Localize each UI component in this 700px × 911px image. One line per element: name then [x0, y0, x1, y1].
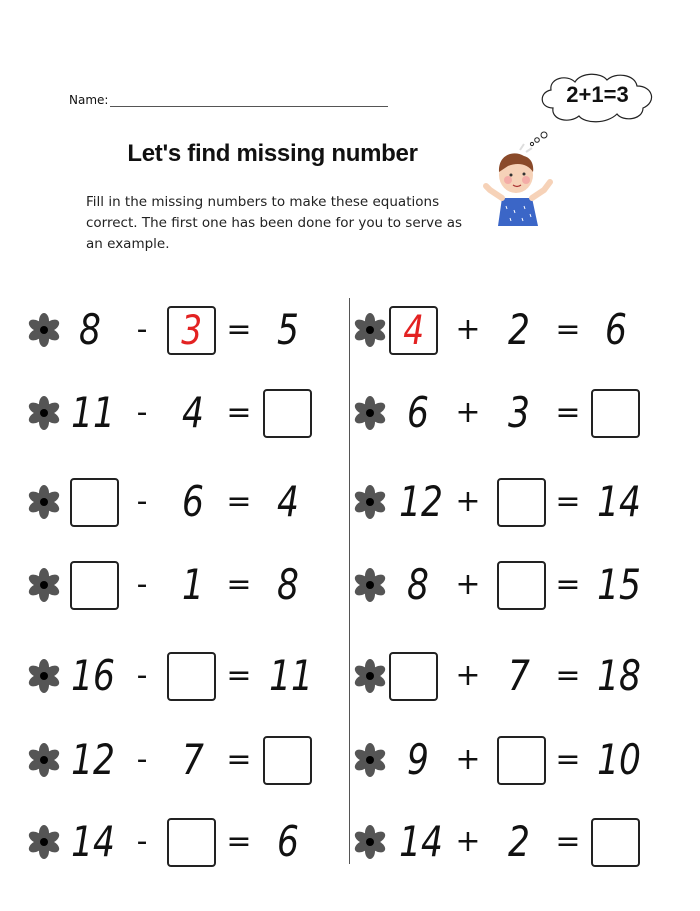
equation-number: 8 — [407, 560, 429, 609]
flower-bullet-icon — [353, 313, 387, 347]
equation-row — [353, 555, 683, 615]
flower-bullet-icon — [353, 825, 387, 859]
equation-row — [353, 300, 683, 360]
flower-bullet-icon — [27, 825, 61, 859]
equals-symbol: = — [226, 312, 252, 347]
equation-number: 4 — [277, 477, 299, 526]
answer-box[interactable] — [497, 478, 546, 527]
equals-symbol: = — [226, 567, 252, 602]
equation-number: 6 — [407, 388, 429, 437]
operator-symbol: + — [455, 395, 481, 430]
answer-box[interactable] — [167, 818, 216, 867]
equation-number: 11 — [71, 388, 115, 437]
equation-number: 14 — [71, 817, 115, 866]
equals-symbol: = — [555, 395, 581, 430]
equation-number: 3 — [508, 388, 530, 437]
answer-box[interactable] — [70, 561, 119, 610]
flower-bullet-icon — [27, 743, 61, 777]
operator-symbol: + — [455, 567, 481, 602]
name-field-row — [69, 93, 388, 107]
flower-bullet-icon — [27, 313, 61, 347]
flower-bullet-icon — [27, 568, 61, 602]
equation-row — [353, 383, 683, 443]
operator-symbol: - — [136, 742, 148, 777]
equation-number: 11 — [269, 651, 313, 700]
equation-row — [353, 812, 683, 872]
equation-number: 8 — [277, 560, 299, 609]
flower-bullet-icon — [27, 485, 61, 519]
operator-symbol: + — [455, 312, 481, 347]
equals-symbol: = — [555, 658, 581, 693]
flower-bullet-icon — [353, 743, 387, 777]
answer-box[interactable] — [263, 736, 312, 785]
equation-number: 7 — [182, 735, 204, 784]
name-input-line[interactable] — [110, 94, 388, 107]
answer-value: 4 — [403, 307, 424, 354]
flower-bullet-icon — [353, 568, 387, 602]
operator-symbol: + — [455, 484, 481, 519]
equation-row — [353, 472, 683, 532]
equals-symbol: = — [555, 312, 581, 347]
flower-bullet-icon — [353, 396, 387, 430]
answer-box[interactable] — [497, 736, 546, 785]
equation-number: 1 — [182, 560, 204, 609]
answer-box[interactable] — [389, 652, 438, 701]
answer-box[interactable] — [389, 306, 438, 355]
equals-symbol: = — [555, 484, 581, 519]
boy-illustration-icon — [478, 130, 568, 230]
answer-box[interactable] — [70, 478, 119, 527]
equation-number: 9 — [407, 735, 429, 784]
answer-box[interactable] — [591, 389, 640, 438]
operator-symbol: - — [136, 658, 148, 693]
operator-symbol: + — [455, 658, 481, 693]
flower-bullet-icon — [27, 659, 61, 693]
instructions-text: Fill in the missing numbers to make these equations correct. The first one has been done for you to serve as an example. — [86, 194, 463, 252]
equals-symbol: = — [226, 824, 252, 859]
equation-number: 14 — [399, 817, 443, 866]
answer-box[interactable] — [591, 818, 640, 867]
equation-number: 2 — [508, 817, 530, 866]
flower-bullet-icon — [27, 396, 61, 430]
operator-symbol: - — [136, 567, 148, 602]
answer-value: 3 — [181, 307, 202, 354]
operator-symbol: - — [136, 484, 148, 519]
equation-number: 18 — [597, 651, 641, 700]
equation-row — [27, 730, 357, 790]
equals-symbol: = — [555, 567, 581, 602]
equation-number: 12 — [71, 735, 115, 784]
equation-row — [27, 472, 357, 532]
equation-row — [27, 555, 357, 615]
thought-bubble-text: 2+1=3 — [566, 82, 629, 107]
name-label: Name: — [69, 93, 109, 107]
equals-symbol: = — [226, 395, 252, 430]
equation-row — [27, 646, 357, 706]
equals-symbol: = — [226, 484, 252, 519]
equation-number: 5 — [277, 305, 299, 354]
equation-row — [27, 383, 357, 443]
operator-symbol: - — [136, 824, 148, 859]
equation-number: 4 — [182, 388, 204, 437]
operator-symbol: + — [455, 824, 481, 859]
equation-number: 6 — [605, 305, 627, 354]
operator-symbol: - — [136, 312, 148, 347]
operator-symbol: - — [136, 395, 148, 430]
equation-number: 6 — [182, 477, 204, 526]
equation-number: 7 — [508, 651, 530, 700]
equals-symbol: = — [555, 824, 581, 859]
answer-box[interactable] — [167, 306, 216, 355]
equation-number: 10 — [597, 735, 641, 784]
equation-number: 16 — [71, 651, 115, 700]
answer-box[interactable] — [167, 652, 216, 701]
answer-box[interactable] — [263, 389, 312, 438]
equation-row — [27, 300, 357, 360]
equation-number: 15 — [597, 560, 641, 609]
equation-number: 6 — [277, 817, 299, 866]
equation-row — [27, 812, 357, 872]
equals-symbol: = — [226, 742, 252, 777]
equation-number: 2 — [508, 305, 530, 354]
equation-number: 14 — [597, 477, 641, 526]
operator-symbol: + — [455, 742, 481, 777]
equation-number: 8 — [79, 305, 101, 354]
worksheet-title: Let's find missing number — [127, 140, 418, 167]
equation-row — [353, 730, 683, 790]
equals-symbol: = — [226, 658, 252, 693]
flower-bullet-icon — [353, 485, 387, 519]
equation-number: 12 — [399, 477, 443, 526]
answer-box[interactable] — [497, 561, 546, 610]
equation-row — [353, 646, 683, 706]
flower-bullet-icon — [353, 659, 387, 693]
equals-symbol: = — [555, 742, 581, 777]
